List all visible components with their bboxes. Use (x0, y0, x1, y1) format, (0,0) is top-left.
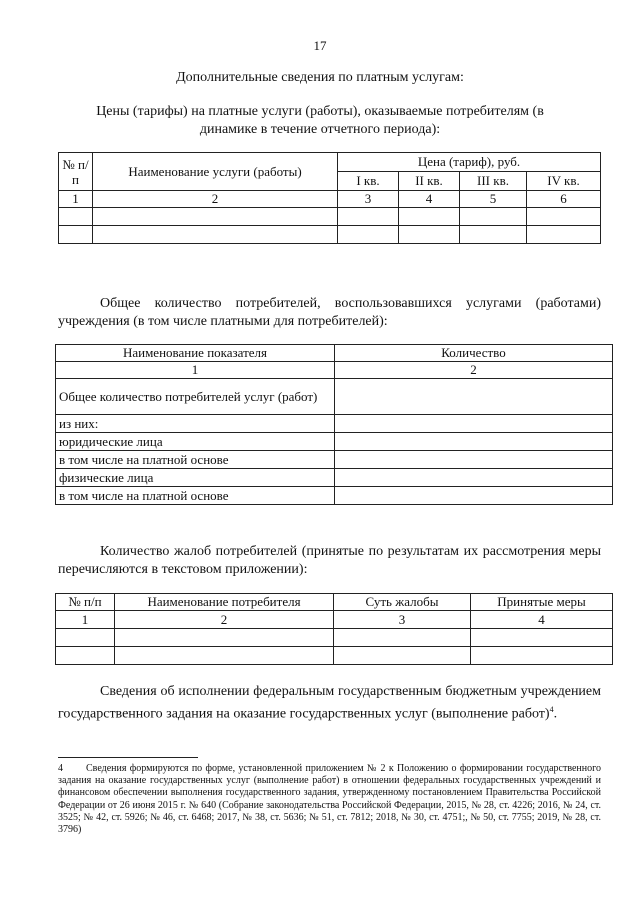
table-cell: 1 (56, 611, 115, 629)
prices-col-q2: II кв. (399, 172, 460, 191)
table-cell: 1 (56, 362, 335, 379)
table-cell: 2 (115, 611, 334, 629)
prices-col-price: Цена (тариф), руб. (338, 153, 601, 172)
footnote-mark: 4 (58, 763, 63, 774)
complaints-title: Количество жалоб потребителей (принятые по результатам их рассмотрения меры перечисляются в текстовом приложении): (58, 544, 601, 577)
empty-cell (56, 629, 115, 647)
prices-title: Цены (тарифы) на платные услуги (работы), оказываемые потребителям (в динамике в течение отчетного периода): (96, 104, 544, 137)
footnote-divider (58, 757, 198, 758)
empty-cell (334, 629, 471, 647)
prices-num-row (59, 191, 601, 208)
prices-col-name: Наименование услуги (работы) (93, 153, 338, 191)
empty-cell (460, 226, 527, 244)
row-label: из них: (56, 415, 335, 433)
footnote-text: Сведения формируются по форме, установленной приложением № 2 к Положению о формировании государственного задания на оказание государственных услуг (выполнение работ) в отношении федеральных государственных учреждений и финансовом обеспечении выполнения государственного задания, утвержденному постановлением Правительства Российской Федерации от 26 июня 2015 г. № 640 (Собрание законодательства Российской Федерации, 2015, № 28, ст. 4226; 2016, № 24, ст. 3525; № 42, ст. 5926; № 46, ст. 6468; 2017, № 38, ст. 5636; № 51, ст. 7812; 2018, № 30, ст. 4751;, № 50, ст. 7755; 2019, № 28, ст. 3796) (58, 763, 601, 836)
empty-cell (93, 226, 338, 244)
empty-cell (338, 226, 399, 244)
empty-cell (399, 226, 460, 244)
prices-col-q4: IV кв. (527, 172, 601, 191)
row-label: Общее количество потребителей услуг (работ) (56, 379, 335, 415)
complaints-col-measures: Принятые меры (471, 594, 613, 611)
table-row (59, 208, 601, 226)
consumers-col-name: Наименование показателя (56, 345, 335, 362)
table-row (56, 629, 613, 647)
row-label: в том числе на платной основе (56, 487, 335, 505)
empty-cell (335, 415, 613, 433)
assignment-text-body: Сведения об исполнении федеральным государственным бюджетным учреждением государственного задания на оказание государственных услуг (выполнение работ) (58, 684, 601, 722)
table-cell: 2 (93, 191, 338, 208)
table-cell: 3 (338, 191, 399, 208)
empty-cell (399, 208, 460, 226)
complaints-num-row (56, 611, 613, 629)
consumers-table (55, 344, 613, 505)
table-cell: 2 (335, 362, 613, 379)
complaints-col-essence: Суть жалобы (334, 594, 471, 611)
empty-cell (335, 469, 613, 487)
empty-cell (471, 629, 613, 647)
consumers-col-qty: Количество (335, 345, 613, 362)
empty-cell (471, 647, 613, 665)
empty-cell (338, 208, 399, 226)
empty-cell (460, 208, 527, 226)
assignment-text: Сведения об исполнении федеральным государственным бюджетным учреждением государственного задания на оказание государственных услуг (выполнение работ)$^4$. (58, 684, 601, 722)
empty-cell (527, 208, 601, 226)
empty-cell (93, 208, 338, 226)
empty-cell (59, 208, 93, 226)
empty-cell (115, 629, 334, 647)
empty-cell (335, 451, 613, 469)
table-row (56, 487, 613, 505)
consumers-num-row (56, 362, 613, 379)
table-cell: 6 (527, 191, 601, 208)
empty-cell (59, 226, 93, 244)
empty-cell (56, 647, 115, 665)
empty-cell (335, 433, 613, 451)
complaints-col-num: № п/п (56, 594, 115, 611)
empty-cell (334, 647, 471, 665)
empty-cell (115, 647, 334, 665)
empty-cell (335, 487, 613, 505)
table-row (56, 451, 613, 469)
section-heading: Дополнительные сведения по платным услугам: (176, 70, 464, 85)
row-label: юридические лица (56, 433, 335, 451)
table-row (56, 415, 613, 433)
table-row (56, 647, 613, 665)
empty-cell (335, 379, 613, 415)
prices-col-q3: III кв. (460, 172, 527, 191)
prices-col-num: № п/п (59, 153, 93, 191)
row-label: физические лица (56, 469, 335, 487)
table-row (56, 469, 613, 487)
table-cell: 4 (471, 611, 613, 629)
complaints-table (55, 593, 613, 665)
table-cell: 4 (399, 191, 460, 208)
footnote-ref: 4 (549, 705, 554, 714)
footnote (58, 763, 601, 836)
table-row (59, 226, 601, 244)
complaints-col-name: Наименование потребителя (115, 594, 334, 611)
table-cell: 1 (59, 191, 93, 208)
table-row (56, 433, 613, 451)
table-row (56, 379, 613, 415)
table-cell: 3 (334, 611, 471, 629)
empty-cell (527, 226, 601, 244)
table-cell: 5 (460, 191, 527, 208)
row-label: в том числе на платной основе (56, 451, 335, 469)
prices-col-q1: I кв. (338, 172, 399, 191)
prices-table (58, 152, 601, 244)
consumers-title: Общее количество потребителей, воспользовавшихся услугами (работами) учреждения (в том числе платными для потребителей): (58, 296, 601, 329)
page-number: 17 (313, 38, 327, 53)
